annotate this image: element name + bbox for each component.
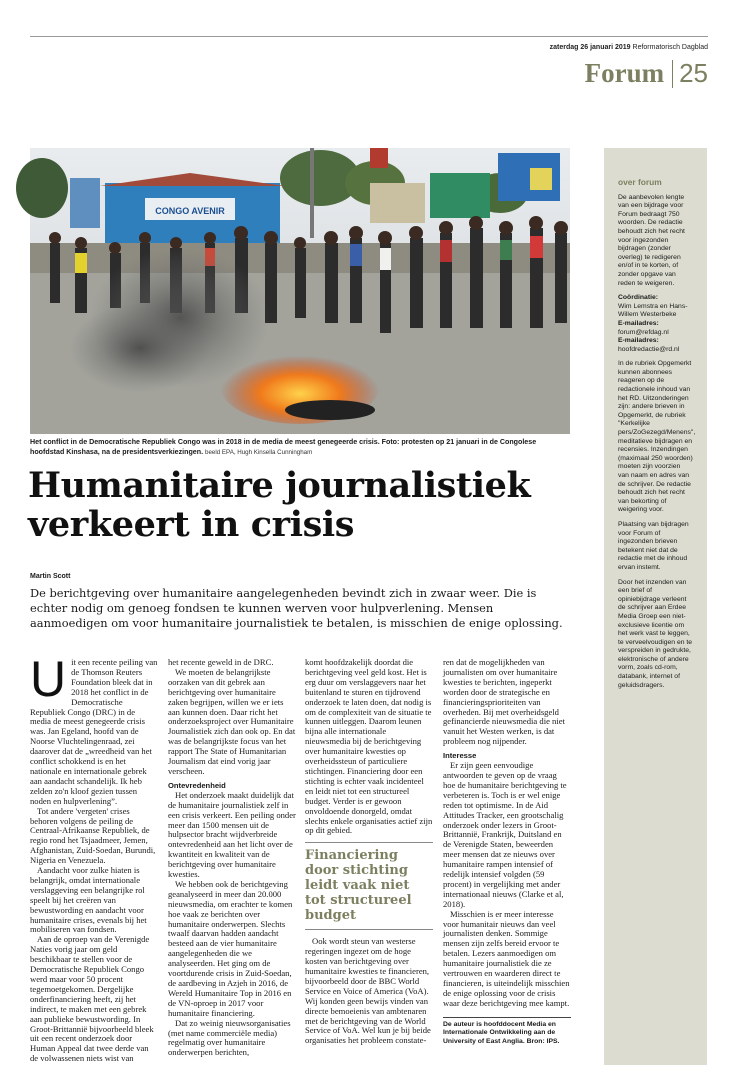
- paragraph: het recente geweld in de DRC.: [168, 657, 274, 667]
- newspaper-name: Reformatorisch Dagblad: [632, 44, 708, 51]
- protest-photo-illustration: [30, 148, 570, 434]
- paragraph: Misschien is er meer interesse voor humanitair nieuws dan veel journalisten denken. Sommige mensen zijn zelfs bereid ervoor te betalen. Lezers aanmoedigen om humanitaire journalistiek die ze vertrouwen en waarderen direct te financieren, is uiteindelijk misschien de enige oplossing voor de crisis waar deze berichtgeving mee kampt.: [443, 908, 570, 1008]
- paragraph: We moeten de belangrijkste oorzaken van dit gebrek aan berichtgeving over humanitaire zaken begrijpen, willen we er iets aan kunnen doen. Daar richt het onderzoeksproject over Humanitaire Journalistiek zich dan ook op. En dat was de belangrijkste focus van het rapport The State of Humanitarian Journalism dat eind vorig jaar verscheen.: [168, 666, 296, 776]
- top-rule: [30, 36, 708, 37]
- coordination-label: Coördinatie:: [618, 294, 659, 302]
- sidebar-paragraph: Plaatsing van bijdragen voor Forum of ingezonden brieven betekent niet dat de redactie met de inhoud ervan instemt.: [618, 520, 689, 571]
- paragraph: Aan de oproep van de Verenigde Naties vorig jaar om geld beschikbaar te stellen voor de Democratische Republiek Congo werd maar voor 50 procent tegemoetgekomen. Dergelijke onderfinanciering heeft, zij het indirect, te maken met een gebrek aan publieke bewustwording. In Groot-Brittannië bijvoorbeeld bleek uit een recent onderzoek door Human Appeal dat twee derde van de volwassenen niets wist van: [30, 934, 154, 1064]
- section-divider: [672, 60, 673, 88]
- page-number: 25: [679, 58, 708, 88]
- email-label: E-mailadres:: [618, 337, 659, 345]
- section-name: Forum: [584, 58, 665, 88]
- coordination-value: Wim Lemstra en Hans-Willem Westerbeke: [618, 302, 688, 319]
- article-headline: [28, 466, 568, 544]
- email-label: E-mailadres:: [618, 319, 659, 327]
- caption-text: Het conflict in de Democratische Republiek Congo was in 2018 in de media de meest genegeerde crisis. Foto: protesten op 21 januari in de Congolese hoofdstad Kinshasa, na de presidentsverkiezingen.: [30, 438, 537, 456]
- pull-quote: Financiering door stichting leidt vaak niet tot structureel budget: [305, 842, 433, 930]
- photo-credit: beeld EPA, Hugh Kinsella Cunningham: [205, 449, 313, 456]
- news-photo: [30, 148, 570, 434]
- paragraph: it een recente peiling van de Thomson Reuters Foundation bleek dat in 2018 het conflict in de Democratische Republiek Congo (DRC) in de media de meest genegeerde crisis was. Jan Egeland, hoofd van de Noorse Vluchtelingenraad, zei daarover dat de „wreedheid van het conflict schokkend is en het nationale en internationale gebrek aan aandacht schandelijk. Ik heb zelden zo'n kloof gezien tussen noden en hulpverlening”.: [30, 657, 158, 806]
- headline-line-2: verkeert in crisis: [28, 504, 355, 545]
- author-note: De auteur is hoofddocent Media en Internationale Ontwikkeling aan de University of East Anglia. Bron: IPS.: [443, 1017, 571, 1047]
- sidebar-title: over forum: [618, 177, 662, 187]
- paragraph: We hebben ook de berichtgeving geanalyseerd in meer dan 20.000 nieuwsmedia, om erachter te komen hoe vaak ze berichten over humanitaire onderwerpen. Slechts twaalf daarvan hadden aandacht besteed aan de vier humanitaire aangelegenheden die we analyseerden. Het ging om de voortdurende crisis in Zuid-Soedan, de aardbeving in Azjeh in 2016, de Wereld Humanitaire Top in 2016 en de VN-oproep in 2017 voor humanitaire financiering.: [168, 878, 293, 1018]
- article-column-3: [305, 658, 433, 1058]
- sidebar-over-forum: [604, 148, 707, 1065]
- issue-date: zaterdag 26 januari 2019: [549, 44, 631, 51]
- sidebar-paragraph: In de rubriek Opgemerkt kunnen abonnees reageren op de redactionele inhoud van het RD. Uitzonderingen zijn: andere brieven in Opgemerkt, de rubriek "Kerkelijke pers/ZoGezegd/Menens", meditatieve bijdragen en recensies. Inzendingen (maximaal 250 woorden) moeten zijn voorzien van naam en adres van de schrijver. De redactie behoudt zich het recht van bekorting of weigering voor.: [618, 360, 696, 514]
- paragraph: Er zijn geen eenvoudige antwoorden te geven op de vraag hoe de humanitaire berichtgeving te verbeteren is. Toch is er wel enige reden tot optimisme. In de Aid Attitudes Tracker, een grootschalig onderzoek onder lezers in Groot-Brittannië, Frankrijk, Duitsland en de Verenigde Staten, beweerden meer mensen dat ze nieuws over humanitaire rampen intensief of redelijk intensief volgden (59 procent) in vergelijking met ander internationaal nieuws (Clarke et al, 2018).: [443, 760, 567, 909]
- photo-caption: [30, 437, 570, 458]
- article-column-1: [30, 651, 158, 1064]
- section-header: [585, 58, 708, 89]
- article-column-2: [168, 658, 296, 1058]
- author-byline: Martin Scott: [30, 573, 71, 580]
- paragraph: Aandacht voor zulke hiaten is belangrijk, omdat internationale verslaggeving een belangrijke rol speelt bij het creëren van bewustwording en aandacht voor humanitaire crises, evenals bij het mobiliseren van fondsen.: [30, 865, 147, 935]
- coordination: [618, 294, 693, 354]
- sidebar-paragraph: Door het inzenden van een brief of opiniebijdrage verleent de schrijver aan Erdee Media Groep een niet-exclusieve licentie om het werk vast te leggen, te verveelvoudigen en te verspreiden in gedrukte, elektronische of andere vorm, zoals cd-rom, databank, internet of geluidsdragers.: [618, 578, 693, 689]
- paragraph: ren dat de mogelijkheden van journalisten om over humanitaire kwesties te berichten, ingeperkt worden door de strategische en financieringsprioriteiten van overheden. Bij met overheidsgeld gefinancierde nieuwsmedia die niet vanuit het Westen werken, is dat probleem nog nijpender.: [443, 657, 565, 747]
- article-column-4: [443, 658, 571, 1058]
- subheading: Ontevredenheid: [168, 780, 226, 790]
- paragraph: Het onderzoek maakt duidelijk dat de humanitaire journalistiek zelf in een crisis verkeert. Een peiling onder meer dan 1500 mensen uit de hulpsector bracht wijdverbreide ontevredenheid aan het licht over de kwantiteit en kwaliteit van de berichtgeving over humanitaire kwesties.: [168, 789, 296, 880]
- drop-cap: U: [30, 651, 67, 707]
- photo-sign-text: CONGO AVENIR: [155, 206, 225, 216]
- sidebar-paragraph: De aanbevolen lengte van een bijdrage voor Forum bedraagt 750 woorden. De redactie behoudt zich het recht voor ingezonden bijdragen (zonder overleg) te redigeren en/of in te korten, of zonder opgave van reden te weigeren.: [618, 193, 685, 287]
- paragraph: Tot andere 'vergeten' crises behoren volgens de peiling de Centraal-Afrikaanse Republiek, de regio rond het Tsjaadmeer, Jemen, Afghanistan, Zuid-Soedan, Burundi, Nigeria en Venezuela.: [30, 805, 156, 866]
- paragraph: Dat zo weinig nieuwsorganisaties (met name commerciële media) regelmatig over humanitaire onderwerpen berichten,: [168, 1017, 291, 1058]
- subheading: Interesse: [443, 751, 477, 761]
- headline-line-1: Humanitaire journalistiek: [28, 465, 531, 506]
- dateline: [550, 44, 708, 51]
- article-intro: De berichtgeving over humanitaire aangelegenheden bevindt zich in zwaar weer. Die is echter nodig om genoeg fondsen te kunnen werven voor hulpverlening. Mensen aanmoedigen om voor humanitaire journalistiek te betalen, is misschien de enige oplossing.: [30, 586, 563, 630]
- paragraph: komt hoofdzakelijk doordat die berichtgeving veel geld kost. Het is erg duur om verslaggevers naar het buitenland te sturen en tijdrovend onderzoek te laten doen, dat nodig is om de complexiteit van de situatie te kunnen uitleggen. Daarom leunen bijna alle internationale nieuwsmedia bij de berichtgeving over humanitaire kwesties op overheidssteun of particuliere stichtingen. Financiering door een stichting is echter vaak incidenteel en leidt niet tot een structureel budget. Verder is er gewoon onvoldoende donorgeld, omdat slechts enkele organisaties actief zijn op dit gebied.: [305, 657, 433, 836]
- email-forum[interactable]: forum@refdag.nl: [618, 328, 669, 336]
- paragraph: Ook wordt steun van westerse regeringen ingezet om de hoge kosten van berichtgeving over humanitaire kwesties te financieren, bijvoorbeeld door de BBC World Service en Voice of America (VoA). Wij konden geen bewijs vinden van directe bemoeienis van ambtenaren met de berichtgeving van de World Service of VoA. Wel kun je bij beide organisaties het probleem constate-: [305, 936, 431, 1046]
- email-editor[interactable]: hoofdredactie@rd.nl: [618, 345, 680, 353]
